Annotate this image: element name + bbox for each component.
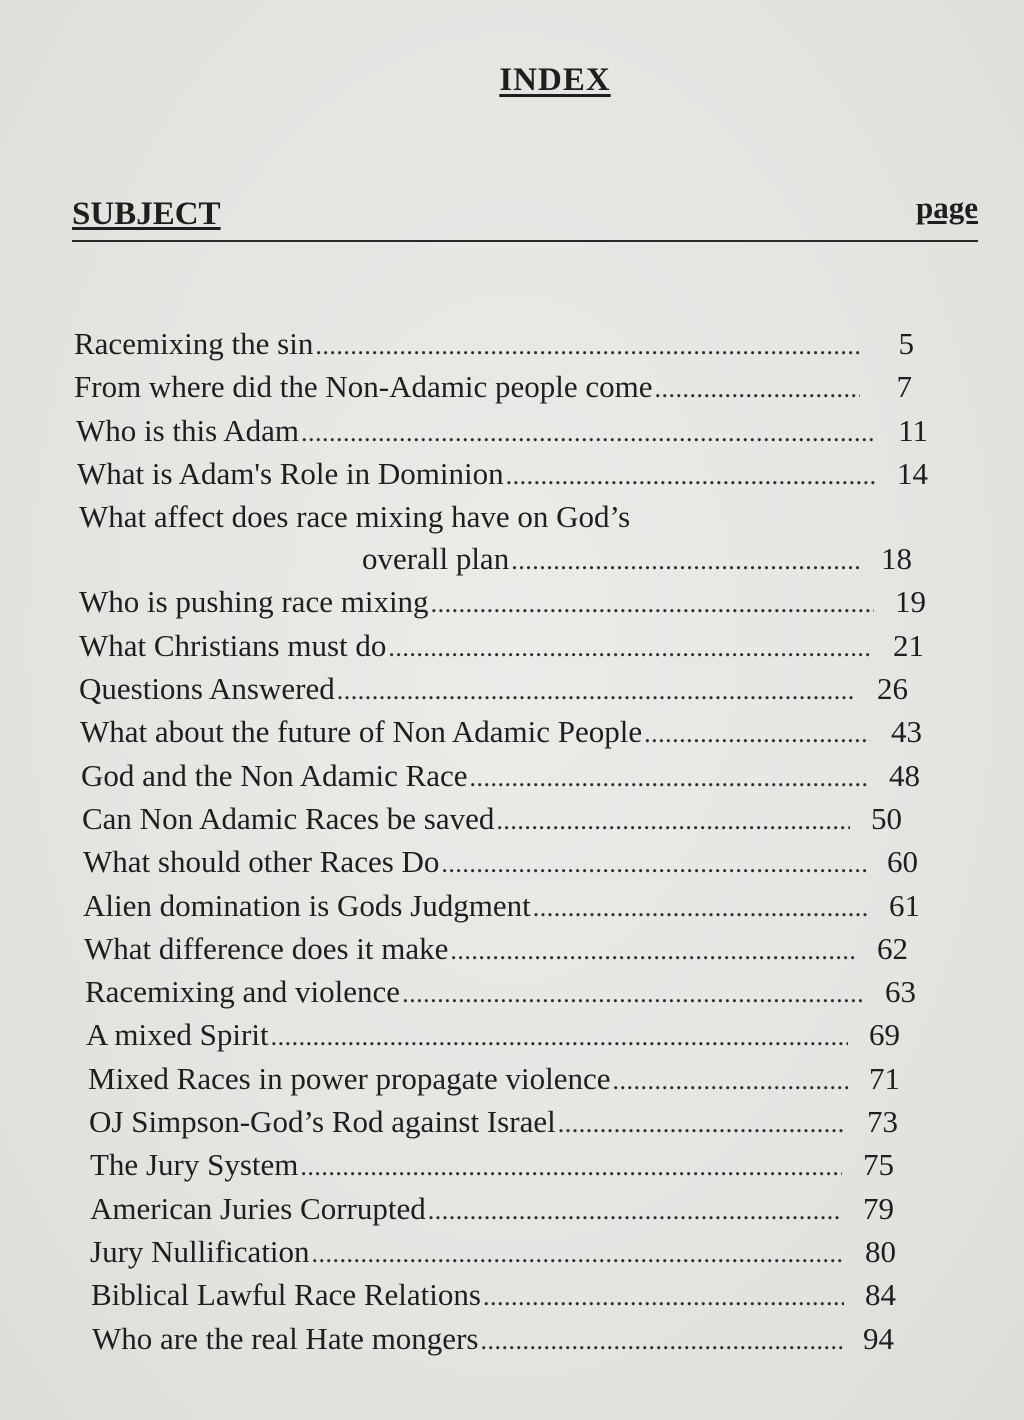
dot-leader [388, 633, 872, 663]
dot-leader [441, 849, 866, 879]
index-entry [0, 888, 1024, 931]
dot-leader [315, 331, 862, 361]
entry-title: Who is pushing race mixing [79, 584, 429, 620]
dot-leader [613, 1066, 848, 1096]
entry-title: A mixed Spirit [86, 1017, 269, 1053]
index-entry [0, 844, 1024, 887]
index-entry [0, 974, 1024, 1017]
dot-leader [506, 461, 876, 491]
entry-title: Jury Nullification [90, 1233, 310, 1269]
entry-title: God and the Non Adamic Race [81, 757, 468, 793]
entry-title: Racemixing the sin [74, 326, 314, 361]
entry-page-number: 62 [877, 930, 908, 966]
index-entry-line [0, 499, 1024, 541]
index-entry [0, 456, 1024, 499]
dot-leader [470, 763, 868, 793]
dot-leader [511, 546, 860, 576]
entry-page-number: 84 [865, 1277, 896, 1313]
dot-leader [301, 418, 876, 448]
entry-title: What about the future of Non Adamic People [80, 714, 643, 750]
entry-title: Biblical Lawful Race Relations [91, 1277, 481, 1313]
entry-page-number: 79 [863, 1190, 894, 1226]
entry-title: What Christians must do [79, 627, 387, 663]
index-entry [0, 1017, 1024, 1060]
entry-page-number: 80 [865, 1233, 896, 1269]
entry-page-number: 63 [885, 974, 916, 1010]
entry-page-number: 5 [898, 326, 914, 361]
index-entry [0, 931, 1024, 974]
entry-title: What is Adam's Role in Dominion [77, 455, 504, 491]
index-entry [0, 584, 1024, 627]
index-entries [0, 326, 1024, 1364]
entry-page-number: 60 [887, 844, 918, 880]
column-header [72, 190, 978, 242]
dot-leader [480, 1326, 842, 1356]
dot-leader [402, 979, 864, 1009]
entry-page-number: 21 [893, 627, 924, 663]
entry-title: What affect does race mixing have on God’s [79, 499, 631, 535]
dot-leader [558, 1109, 846, 1139]
index-entry [0, 541, 1024, 584]
entry-title: Alien domination is Gods Judgment [83, 887, 531, 923]
entry-page-number: 48 [889, 757, 920, 793]
entry-page-number: 11 [898, 412, 928, 448]
dot-leader [312, 1239, 844, 1269]
index-entry [0, 1234, 1024, 1277]
entry-page-number: 69 [869, 1017, 900, 1053]
entry-title: Questions Answered [79, 671, 335, 707]
entry-page-number: 73 [867, 1104, 898, 1140]
dot-leader [450, 936, 856, 966]
index-entry [0, 369, 1024, 412]
entry-page-number: 18 [881, 541, 912, 577]
index-title: INDEX [499, 62, 611, 98]
entry-page-number: 71 [869, 1060, 900, 1096]
entry-page-number: 61 [889, 887, 920, 923]
entry-title: What should other Races Do [83, 844, 440, 880]
entry-title: Racemixing and violence [85, 974, 401, 1010]
index-entry [0, 1191, 1024, 1234]
entry-title: The Jury System [90, 1147, 299, 1183]
index-entry [0, 1277, 1024, 1320]
dot-leader [655, 374, 861, 404]
entry-page-number: 26 [877, 671, 908, 707]
page-column-label: page [916, 190, 978, 225]
dot-leader [496, 806, 850, 836]
dot-leader [337, 676, 856, 706]
index-entry [0, 758, 1024, 801]
entry-page-number: 14 [897, 455, 928, 491]
index-entry [0, 413, 1024, 456]
entry-title: Mixed Races in power propagate violence [88, 1060, 611, 1096]
index-entry [0, 1104, 1024, 1147]
entry-title: What difference does it make [84, 930, 449, 966]
entry-page-number: 50 [871, 800, 902, 836]
entry-title: OJ Simpson-God’s Rod against Israel [89, 1104, 556, 1140]
entry-title-continued: overall plan [362, 541, 510, 577]
dot-leader [300, 1152, 842, 1182]
entry-title: Who is this Adam [76, 412, 300, 448]
dot-leader [644, 719, 870, 749]
index-entry [0, 671, 1024, 714]
dot-leader [271, 1022, 848, 1052]
entry-title: Can Non Adamic Races be saved [82, 800, 495, 836]
index-entry [0, 326, 1024, 369]
entry-title: From where did the Non-Adamic people come [74, 369, 653, 405]
dot-leader [483, 1282, 844, 1312]
dot-leader [428, 1196, 842, 1226]
dot-leader [431, 589, 874, 619]
entry-page-number: 75 [863, 1147, 894, 1183]
dot-leader [533, 893, 868, 923]
entry-page-number: 7 [896, 369, 912, 405]
index-entry [0, 1061, 1024, 1104]
entry-page-number: 94 [863, 1320, 894, 1356]
index-entry [0, 714, 1024, 757]
subject-column-label: SUBJECT [72, 196, 221, 232]
index-entry [0, 1147, 1024, 1190]
entry-title: American Juries Corrupted [90, 1190, 426, 1226]
entry-page-number: 43 [891, 714, 922, 750]
entry-page-number: 19 [895, 584, 926, 620]
index-entry [0, 1321, 1024, 1364]
index-entry [0, 628, 1024, 671]
entry-title: Who are the real Hate mongers [92, 1320, 479, 1356]
index-entry [0, 801, 1024, 844]
